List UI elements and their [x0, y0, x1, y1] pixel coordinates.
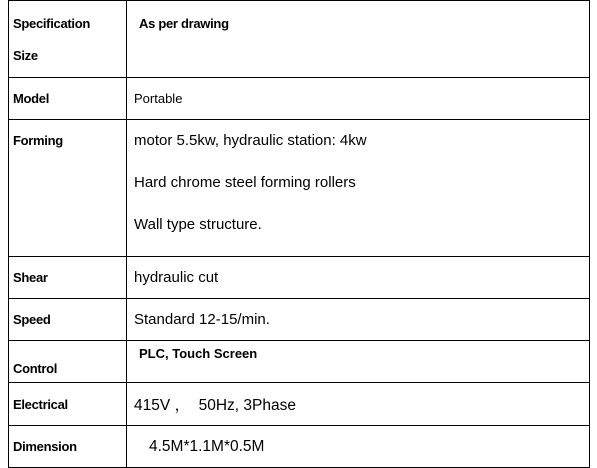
- shear-label: Shear: [9, 257, 127, 299]
- shear-value: hydraulic cut: [127, 257, 590, 299]
- table-row-speed: [9, 299, 590, 341]
- control-label: Control: [9, 341, 127, 383]
- table-row-shear: [9, 257, 590, 299]
- control-value: PLC, Touch Screen: [127, 341, 590, 383]
- size-value: As per drawing: [127, 1, 590, 78]
- electrical-value: 415V ， 50Hz, 3Phase: [127, 383, 590, 426]
- dimension-value: 4.5M*1.1M*0.5M: [127, 426, 590, 468]
- table-row-model: [9, 78, 590, 120]
- specification-table: [8, 0, 590, 468]
- table-row-forming: [9, 120, 590, 257]
- dimension-label: Dimension: [9, 426, 127, 468]
- forming-line-motor: motor 5.5kw, hydraulic station: 4kw: [134, 132, 367, 149]
- table-row-control: [9, 341, 590, 383]
- model-value: Portable: [127, 78, 590, 120]
- table-row-size: [9, 1, 590, 78]
- forming-line-structure: Wall type structure.: [134, 216, 262, 233]
- model-label: Model: [9, 78, 127, 120]
- forming-line-rollers: Hard chrome steel forming rollers: [134, 174, 356, 191]
- size-label-line1: Specification: [13, 16, 91, 31]
- table-row-dimension: [9, 426, 590, 468]
- forming-label: Forming: [9, 120, 127, 257]
- size-label-line2: Size: [13, 48, 38, 63]
- forming-value-cell: [127, 120, 590, 257]
- electrical-label: Electrical: [9, 383, 127, 426]
- size-label-cell: [9, 1, 127, 78]
- table-row-electrical: [9, 383, 590, 426]
- speed-label: Speed: [9, 299, 127, 341]
- speed-value: Standard 12-15/min.: [127, 299, 590, 341]
